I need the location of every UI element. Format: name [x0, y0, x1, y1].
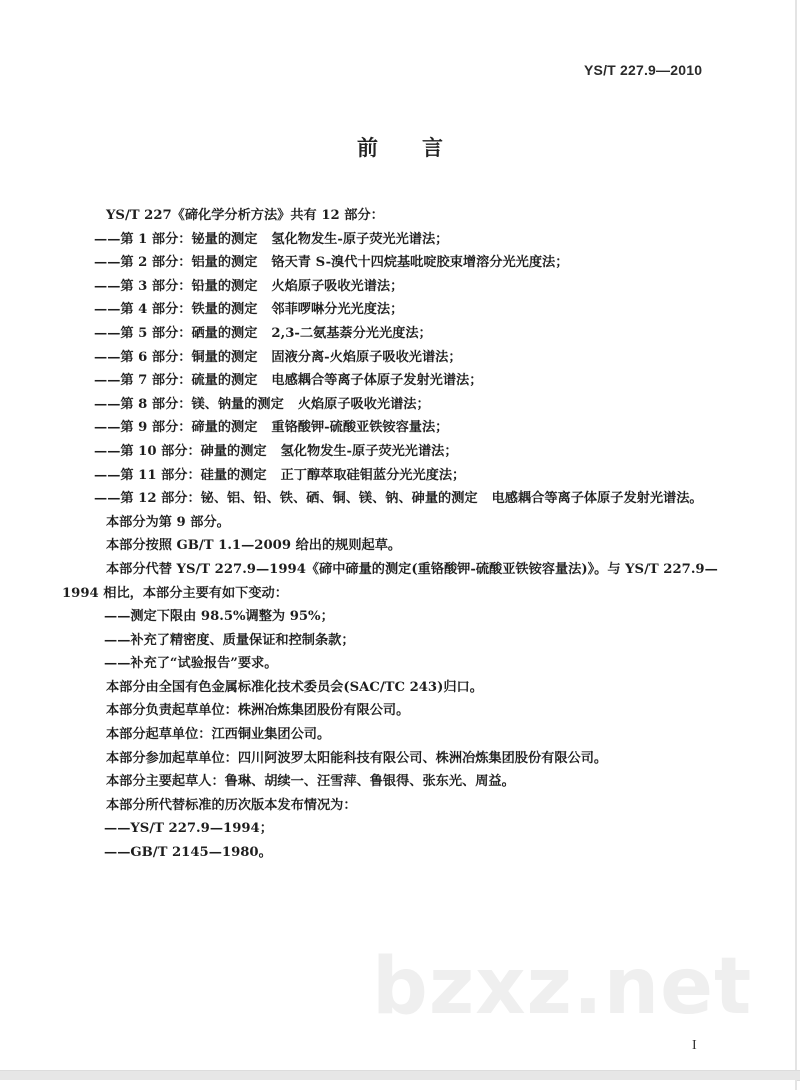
- committee-statement: 本部分由全国有色金属标准化技术委员会(SAC/TC 243)归口。: [106, 679, 483, 695]
- list-item: ——第 3 部分：铅量的测定 火焰原子吸收光谱法；: [94, 278, 404, 294]
- replaces-statement-line-2: 1994 相比，本部分主要有如下变动：: [62, 585, 288, 601]
- watermark: bzxz.net: [372, 942, 753, 1032]
- list-item: ——YS/T 227.9—1994；: [104, 821, 273, 837]
- drafting-unit-statement: 本部分起草单位：江西铜业集团公司。: [106, 727, 331, 743]
- foreword-body: [0, 204, 800, 865]
- responsible-drafter-statement: 本部分负责起草单位：株洲冶炼集团股份有限公司。: [106, 703, 410, 719]
- list-item: ——第 12 部分：铋、铝、铅、铁、硒、铜、镁、钠、砷量的测定 电感耦合等离子体原子发射光谱法。: [94, 491, 703, 507]
- list-item: ——第 6 部分：铜量的测定 固液分离-火焰原子吸收光谱法；: [94, 349, 462, 365]
- history-intro-statement: 本部分所代替标准的历次版本发布情况为：: [106, 797, 357, 813]
- list-item: ——第 10 部分：砷量的测定 氢化物发生-原子荧光光谱法；: [94, 443, 458, 459]
- list-item: ——第 8 部分：镁、钠量的测定 火焰原子吸收光谱法；: [94, 396, 430, 412]
- list-item: ——测定下限由 98.5%调整为 95%；: [104, 609, 334, 625]
- main-drafters-statement: 本部分主要起草人：鲁琳、胡续一、汪雪萍、鲁银得、张东光、周益。: [106, 774, 515, 790]
- list-item: ——GB/T 2145—1980。: [104, 845, 272, 861]
- history-list: [0, 817, 800, 864]
- next-page-edge: [0, 1080, 797, 1090]
- title-char-2: 言: [422, 136, 443, 160]
- drafting-rules-statement: 本部分按照 GB/T 1.1—2009 给出的规则起草。: [106, 538, 402, 554]
- list-item: ——第 7 部分：硫量的测定 电感耦合等离子体原子发射光谱法；: [94, 373, 483, 389]
- changes-list: [0, 605, 800, 676]
- title-char-1: 前: [357, 136, 378, 160]
- list-item: ——第 2 部分：铝量的测定 铬天青 S-溴代十四烷基吡啶胶束增溶分光光度法；: [94, 255, 569, 271]
- list-item: ——第 9 部分：碲量的测定 重铬酸钾-硫酸亚铁铵容量法；: [94, 420, 449, 436]
- page-number: I: [692, 1038, 697, 1053]
- list-item: ——补充了“试验报告”要求。: [104, 656, 278, 672]
- list-item: ——第 4 部分：铁量的测定 邻菲啰啉分光光度法；: [94, 302, 404, 318]
- list-item: ——第 11 部分：硅量的测定 正丁醇萃取硅钼蓝分光光度法；: [94, 467, 466, 483]
- page-title: [0, 132, 800, 162]
- list-item: ——补充了精密度、质量保证和控制条款；: [104, 632, 355, 648]
- this-part-statement: 本部分为第 9 部分。: [106, 514, 230, 530]
- list-item: ——第 5 部分：硒量的测定 2,3-二氨基萘分光光度法；: [94, 325, 432, 341]
- replaces-statement-line-1: 本部分代替 YS/T 227.9—1994《碲中碲量的测定(重铬酸钾-硫酸亚铁铵容量法)》。与 YS/T 227.9—: [106, 561, 718, 577]
- list-item: ——第 1 部分：铋量的测定 氢化物发生-原子荧光光谱法；: [94, 231, 449, 247]
- intro-paragraph: YS/T 227《碲化学分析方法》共有 12 部分：: [106, 208, 384, 223]
- parts-list: [0, 228, 800, 511]
- standard-code: YS/T 227.9—2010: [584, 62, 703, 78]
- participating-units-statement: 本部分参加起草单位：四川阿波罗太阳能科技有限公司、株洲冶炼集团股份有限公司。: [106, 750, 608, 766]
